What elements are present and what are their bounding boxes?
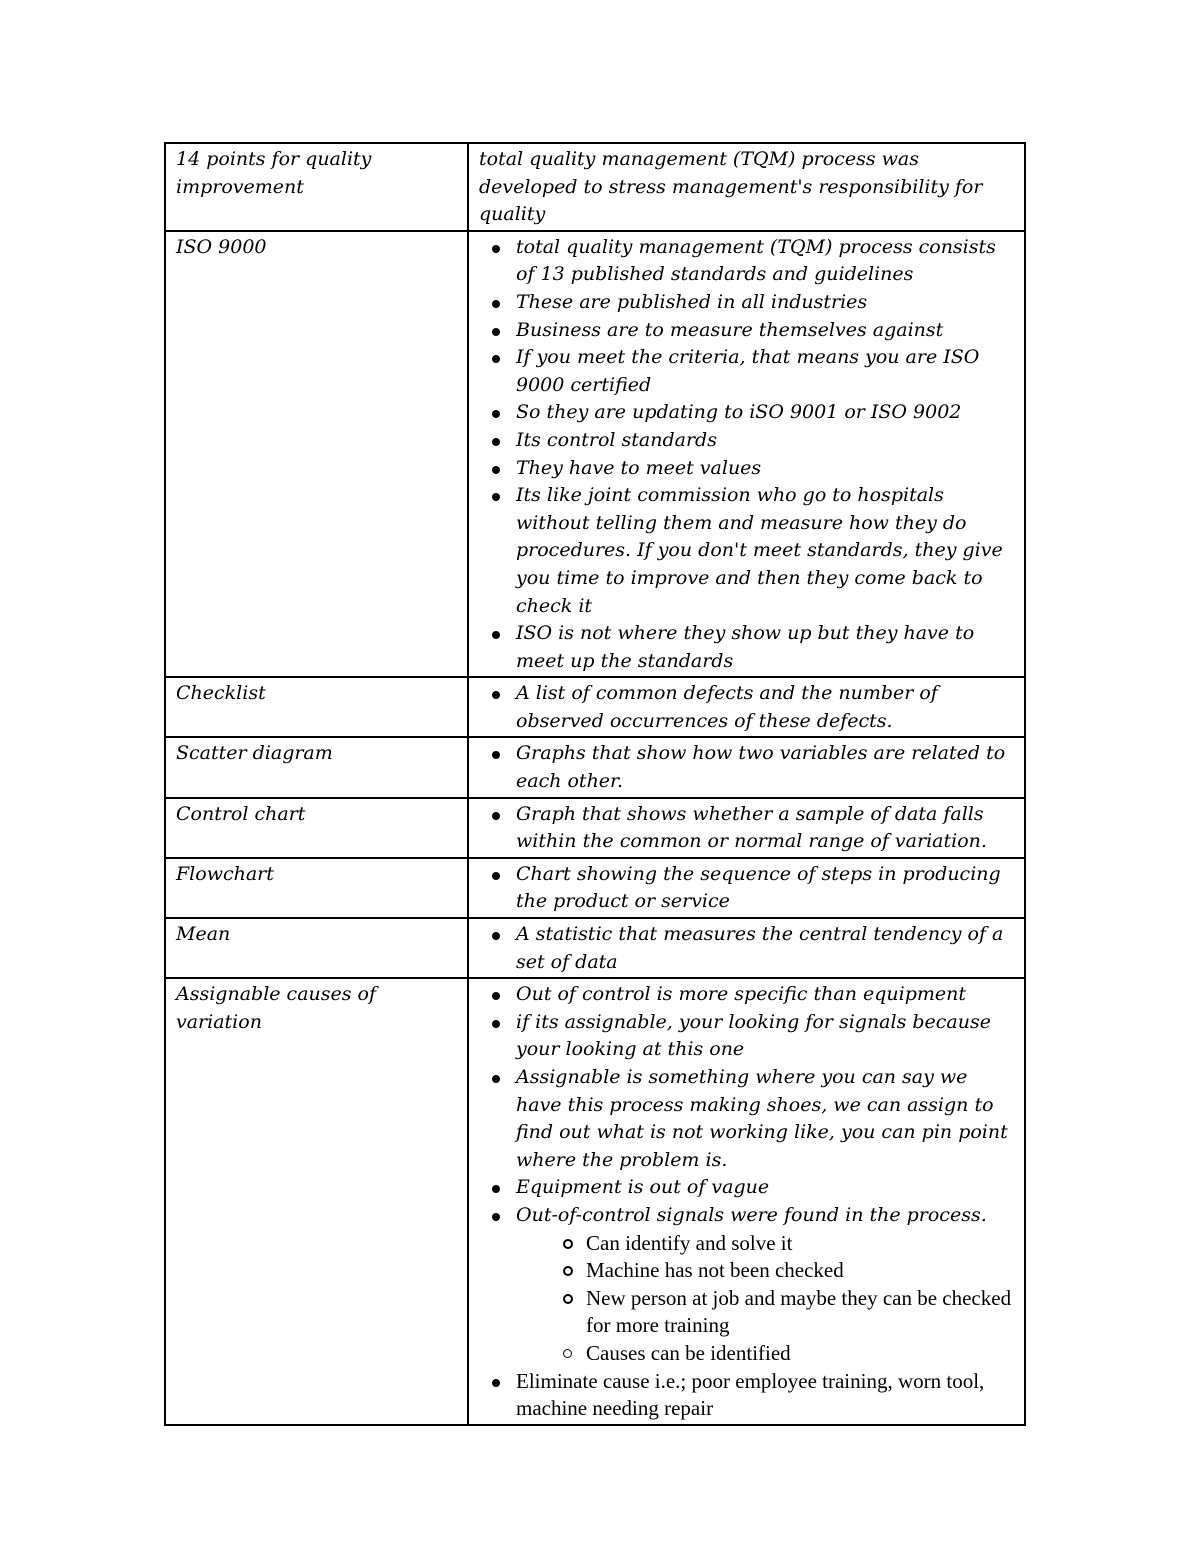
term-cell <box>165 798 468 858</box>
definition-cell <box>468 677 1025 737</box>
list-item: Its like joint commission who go to hospitals without telling them and measure how they do procedures. If you don't meet standards, they give you time to improve and then they come back to check it <box>479 482 1016 620</box>
definitions-table <box>164 142 1026 1426</box>
definition-cell <box>468 918 1025 978</box>
list-item: Eliminate cause i.e.; poor employee training, worn tool, machine needing repair <box>479 1368 1016 1423</box>
term-text: Mean <box>176 923 231 946</box>
bullet-list <box>479 1368 1016 1423</box>
definition-cell <box>468 231 1025 678</box>
table-row <box>165 143 1025 231</box>
table-row <box>165 677 1025 737</box>
sub-list-item: Machine has not been checked <box>551 1257 1016 1285</box>
list-item: They have to meet values <box>479 455 1016 483</box>
list-item: A statistic that measures the central tendency of a set of data <box>479 921 1016 976</box>
list-item: if its assignable, your looking for signals because your looking at this one <box>479 1009 1016 1064</box>
sub-list-item: New person at job and maybe they can be checked for more training <box>551 1285 1016 1340</box>
table-row <box>165 858 1025 918</box>
bullet-list <box>479 921 1016 976</box>
bullet-list <box>479 680 1016 735</box>
list-item: Business are to measure themselves against <box>479 317 1016 345</box>
sub-list-item: Causes can be identified <box>551 1340 1016 1368</box>
list-item: If you meet the criteria, that means you are ISO 9000 certified <box>479 344 1016 399</box>
term-cell <box>165 143 468 231</box>
list-item: Chart showing the sequence of steps in producing the product or service <box>479 861 1016 916</box>
bullet-list <box>479 861 1016 916</box>
list-item: A list of common defects and the number of observed occurrences of these defects. <box>479 680 1016 735</box>
definition-cell <box>468 143 1025 231</box>
table-row <box>165 231 1025 678</box>
term-text: ISO 9000 <box>176 235 267 258</box>
definition-cell <box>468 858 1025 918</box>
bullet-list <box>479 740 1016 795</box>
bullet-list <box>479 981 1016 1229</box>
definition-text: total quality management (TQM) process was developed to stress management's responsibility for quality <box>479 148 983 226</box>
bullet-list <box>479 234 1016 676</box>
sub-bullet-list <box>479 1230 1016 1368</box>
list-item: total quality management (TQM) process consists of 13 published standards and guidelines <box>479 234 1016 289</box>
list-item: Graph that shows whether a sample of data falls within the common or normal range of variation. <box>479 801 1016 856</box>
sub-list-item: Can identify and solve it <box>551 1230 1016 1258</box>
list-item: So they are updating to iSO 9001 or ISO 9002 <box>479 399 1016 427</box>
term-text: Flowchart <box>176 862 274 885</box>
term-text: Control chart <box>176 802 306 825</box>
term-text: Scatter diagram <box>176 742 333 765</box>
table-row <box>165 737 1025 797</box>
term-cell <box>165 677 468 737</box>
term-text: Checklist <box>176 682 266 705</box>
term-text: Assignable causes of variation <box>176 983 377 1033</box>
list-item: Equipment is out of vague <box>479 1174 1016 1202</box>
table-row <box>165 798 1025 858</box>
bullet-list <box>479 801 1016 856</box>
list-item: Graphs that show how two variables are related to each other. <box>479 740 1016 795</box>
table-row <box>165 918 1025 978</box>
list-item: ISO is not where they show up but they have to meet up the standards <box>479 620 1016 675</box>
definition-cell <box>468 798 1025 858</box>
term-cell <box>165 918 468 978</box>
definition-cell <box>468 737 1025 797</box>
term-cell <box>165 737 468 797</box>
term-cell <box>165 231 468 678</box>
term-cell <box>165 858 468 918</box>
term-text: 14 points for quality improvement <box>176 148 372 198</box>
list-item: These are published in all industries <box>479 289 1016 317</box>
list-item: Out-of-control signals were found in the process. <box>479 1202 1016 1230</box>
term-cell <box>165 978 468 1425</box>
list-item: Out of control is more specific than equipment <box>479 981 1016 1009</box>
list-item: Its control standards <box>479 427 1016 455</box>
table-row <box>165 978 1025 1425</box>
list-item: Assignable is something where you can say we have this process making shoes, we can assign to find out what is not working like, you can pin point where the problem is. <box>479 1064 1016 1174</box>
definition-cell <box>468 978 1025 1425</box>
